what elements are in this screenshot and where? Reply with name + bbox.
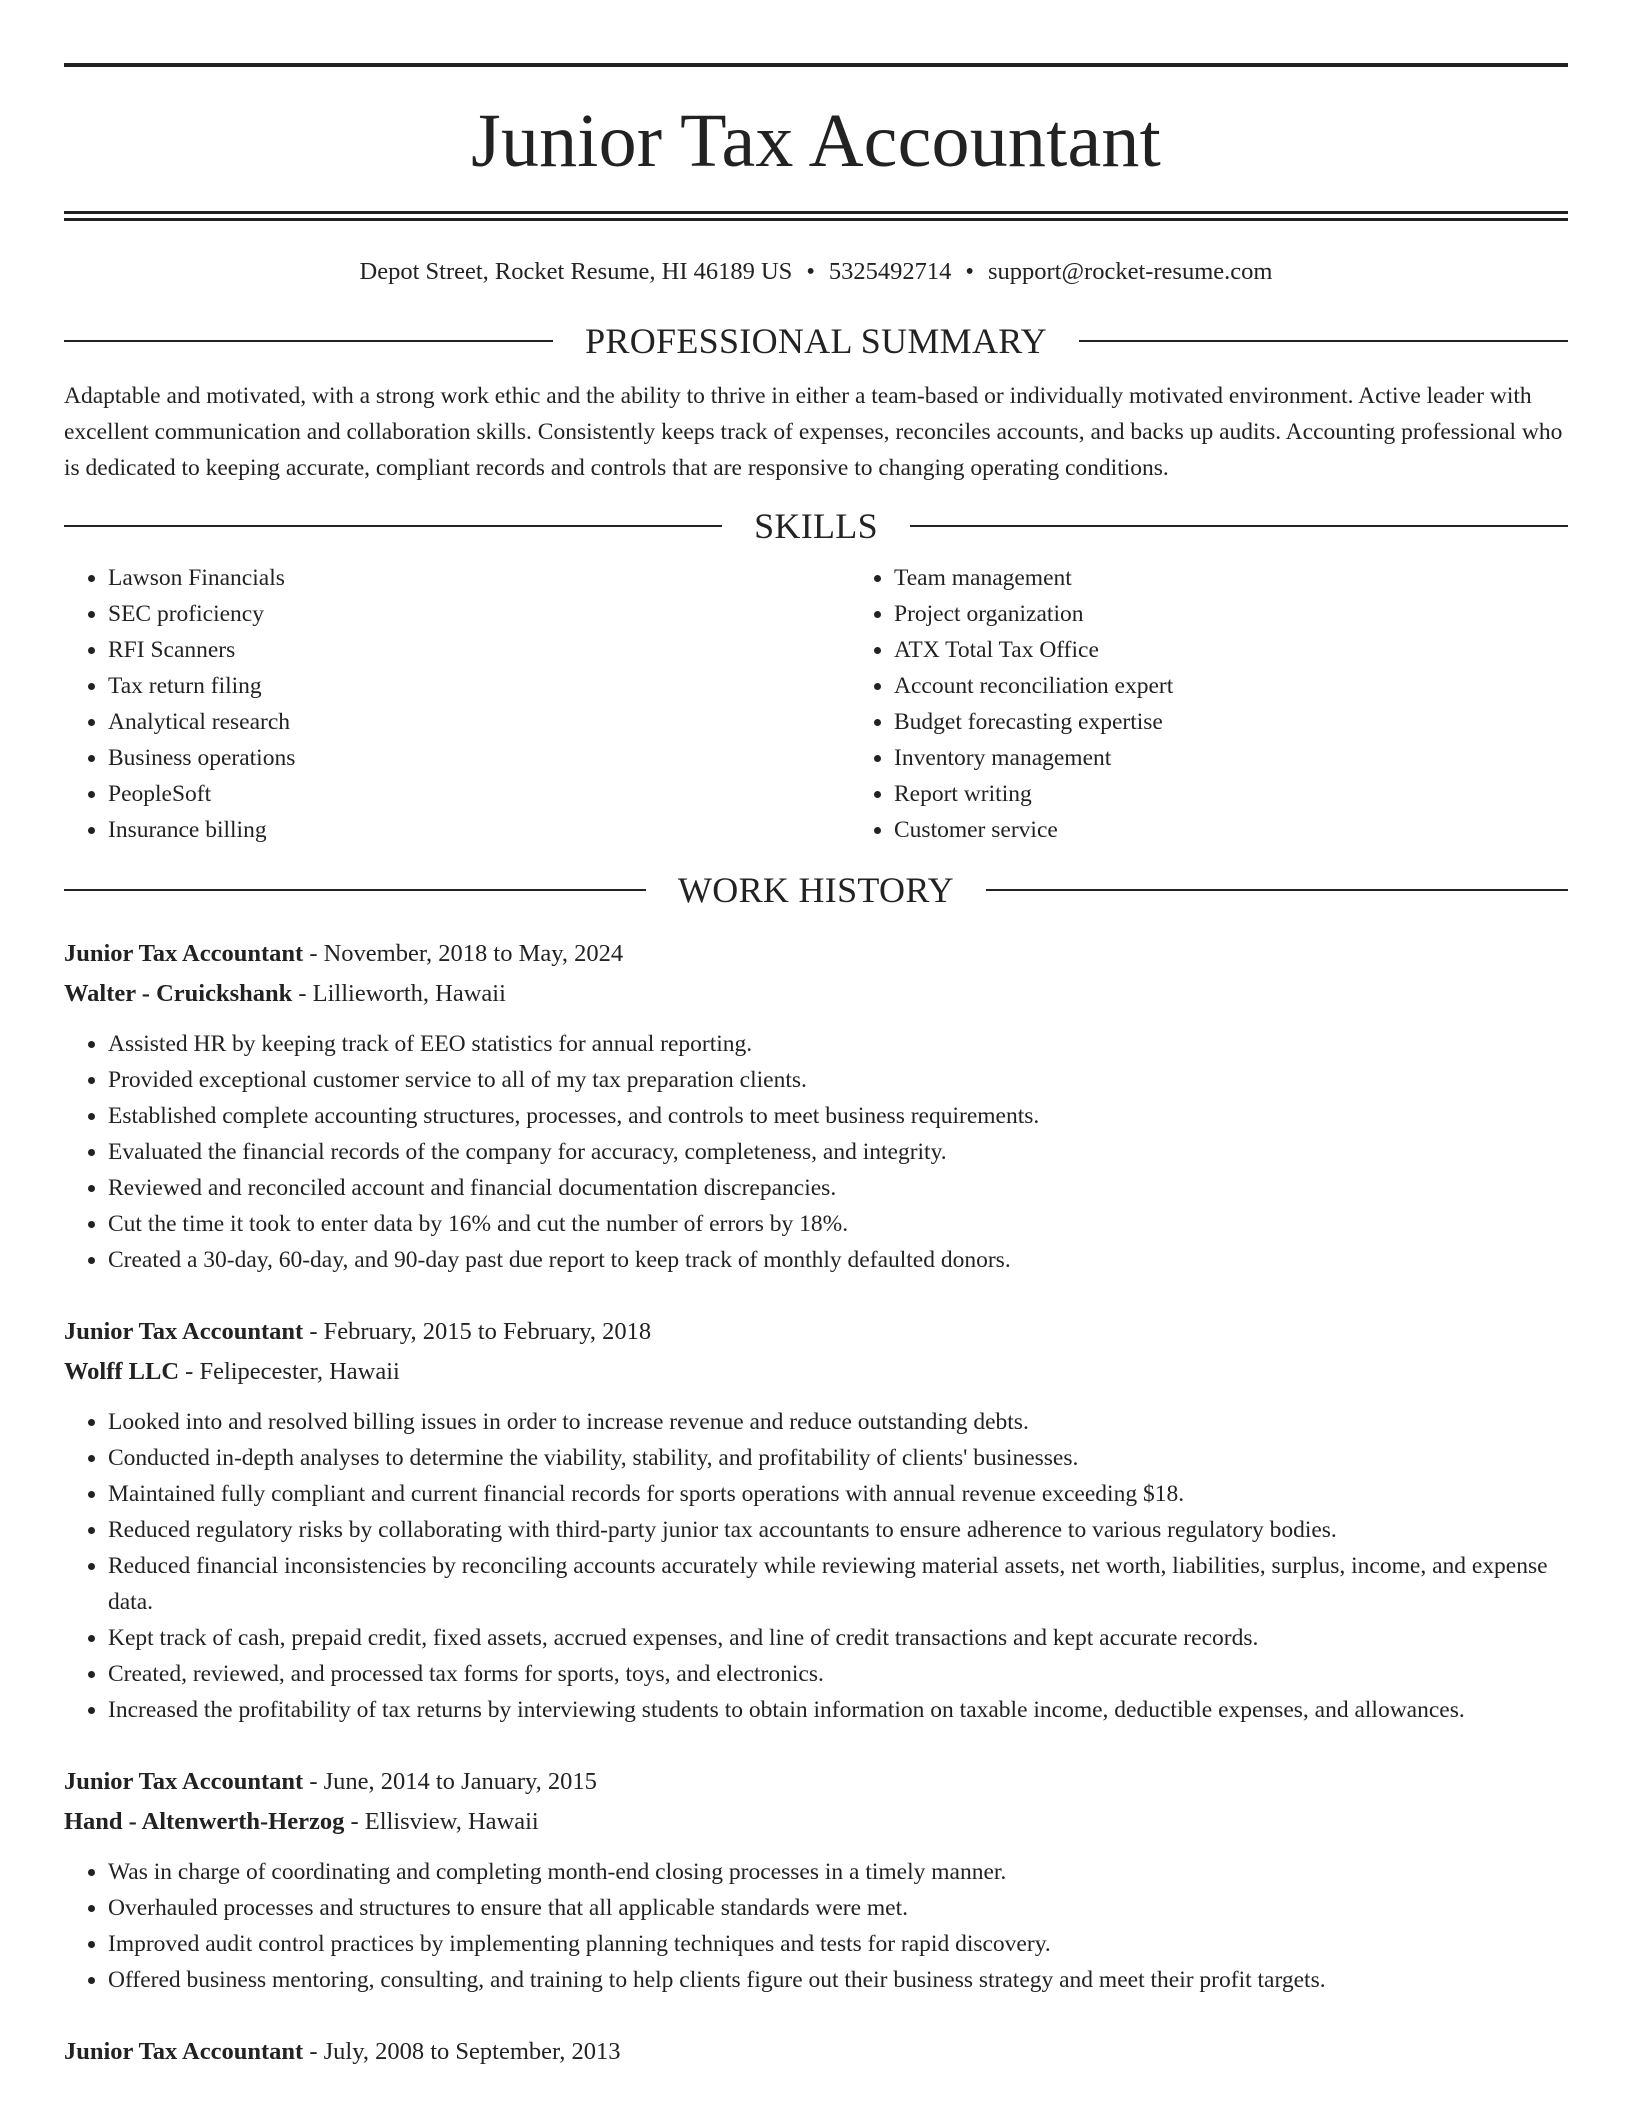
work-history-list: [64, 934, 1568, 2072]
job-title-line: [64, 934, 1568, 974]
job-title-line: [64, 1312, 1568, 1352]
job-bullet: • Overhauled processes and structures to ensure that all applicable standards were met.: [108, 1890, 1568, 1926]
summary-text: Adaptable and motivated, with a strong work ethic and the ability to thrive in either a team-based or individually motivated environment. Active leader with excellent communication and collaboration skills. Consistently keeps track of expenses, reconciles accounts, and backs up audits. Accounting professional who is dedicated to keeping accurate, compliant records and controls that are responsive to changing operating conditions.: [64, 383, 1563, 481]
job-company: Hand - Altenwerth-Herzog: [64, 1808, 345, 1835]
job-bullet: • Conducted in-depth analyses to determine the viability, stability, and profitability of clients' businesses.: [108, 1440, 1568, 1476]
summary-heading: [64, 321, 1568, 361]
job-bullet: • Kept track of cash, prepaid credit, fixed assets, accrued expenses, and line of credit transactions and kept accurate records.: [108, 1620, 1568, 1656]
contact-email: support@rocket-resume.com: [987, 258, 1273, 285]
job-title-line: [64, 2032, 1568, 2072]
job-bullet: • Increased the profitability of tax returns by interviewing students to obtain information on taxable income, deductible expenses, and allowances.: [108, 1692, 1568, 1728]
contact-separator: •: [806, 258, 815, 285]
job-bullets: [64, 1404, 1568, 1728]
job-bullets: [64, 1854, 1568, 1998]
skill-item: • Report writing: [894, 776, 1568, 812]
skill-item: • Lawson Financials: [108, 560, 850, 596]
job-title: Junior Tax Accountant: [64, 2038, 304, 2065]
job-bullet: • Created, reviewed, and processed tax forms for sports, toys, and electronics.: [108, 1656, 1568, 1692]
header-double-rule: [64, 211, 1568, 221]
job-bullet: • Provided exceptional customer service to all of my tax preparation clients.: [108, 1062, 1568, 1098]
skill-item: • Tax return filing: [108, 668, 850, 704]
job-bullet: • Reduced regulatory risks by collaborating with third-party junior tax accountants to ensure adherence to various regulatory bodies.: [108, 1512, 1568, 1548]
heading-rule-right: [986, 889, 1568, 891]
job-bullet: • Looked into and resolved billing issues in order to increase revenue and reduce outstanding debts.: [108, 1404, 1568, 1440]
job-bullet: • Maintained fully compliant and current financial records for sports operations with annual revenue exceeding $18.: [108, 1476, 1568, 1512]
heading-rule-right: [910, 525, 1568, 527]
contact-address: Depot Street, Rocket Resume, HI 46189 US: [359, 258, 793, 285]
skills-column-right: [850, 560, 1568, 848]
job-location: - Felipecester, Hawaii: [179, 1358, 400, 1385]
resume-page: [64, 0, 1568, 2072]
job-company: Walter - Cruickshank: [64, 980, 293, 1007]
skill-item: • Budget forecasting expertise: [894, 704, 1568, 740]
skill-item: • PeopleSoft: [108, 776, 850, 812]
skill-item: • SEC proficiency: [108, 596, 850, 632]
job-bullet: • Offered business mentoring, consulting, and training to help clients figure out their business strategy and meet their profit targets.: [108, 1962, 1568, 1998]
skill-item: • Insurance billing: [108, 812, 850, 848]
contact-line: [64, 257, 1568, 287]
skill-item: • Customer service: [894, 812, 1568, 848]
job-title: Junior Tax Accountant: [64, 1768, 304, 1795]
job-bullet: • Reduced financial inconsistencies by reconciling accounts accurately while reviewing material assets, net worth, liabilities, surplus, income, and expense data.: [108, 1548, 1568, 1620]
job-dates: - November, 2018 to May, 2024: [303, 940, 624, 967]
candidate-name: Junior Tax Accountant: [471, 99, 1161, 183]
skills-list: [64, 560, 1568, 848]
job-company-line: [64, 1352, 1568, 1392]
skill-item: • Account reconciliation expert: [894, 668, 1568, 704]
job-entry: [64, 1762, 1568, 1998]
job-bullet: • Reviewed and reconciled account and financial documentation discrepancies.: [108, 1170, 1568, 1206]
job-bullet: • Evaluated the financial records of the company for accuracy, completeness, and integrity.: [108, 1134, 1568, 1170]
summary-title: PROFESSIONAL SUMMARY: [585, 321, 1047, 361]
skill-item: • Project organization: [894, 596, 1568, 632]
job-dates: - February, 2015 to February, 2018: [303, 1318, 652, 1345]
job-company-line: [64, 1802, 1568, 1842]
job-bullet: • Improved audit control practices by implementing planning techniques and tests for rapid discovery.: [108, 1926, 1568, 1962]
contact-phone: 5325492714: [828, 258, 952, 285]
job-bullet: • Cut the time it took to enter data by 16% and cut the number of errors by 18%.: [108, 1206, 1568, 1242]
job-location: - Ellisview, Hawaii: [344, 1808, 539, 1835]
job-title: Junior Tax Accountant: [64, 940, 304, 967]
job-title-line: [64, 1762, 1568, 1802]
heading-rule-left: [64, 525, 722, 527]
job-dates: - June, 2014 to January, 2015: [303, 1768, 597, 1795]
work-title: WORK HISTORY: [678, 870, 954, 910]
skill-item: • Analytical research: [108, 704, 850, 740]
heading-rule-left: [64, 889, 646, 891]
job-bullet: • Established complete accounting structures, processes, and controls to meet business requirements.: [108, 1098, 1568, 1134]
work-heading: [64, 870, 1568, 910]
job-company: Wolff LLC: [64, 1358, 180, 1385]
job-title: Junior Tax Accountant: [64, 1318, 304, 1345]
skills-column-left: [64, 560, 850, 848]
job-entry: [64, 1312, 1568, 1728]
job-bullet: • Assisted HR by keeping track of EEO statistics for annual reporting.: [108, 1026, 1568, 1062]
header-top-rule: [64, 63, 1568, 67]
skill-item: • Business operations: [108, 740, 850, 776]
skill-item: • ATX Total Tax Office: [894, 632, 1568, 668]
skills-title: SKILLS: [754, 506, 878, 546]
job-bullet: • Created a 30-day, 60-day, and 90-day past due report to keep track of monthly defaulted donors.: [108, 1242, 1568, 1278]
job-dates: - July, 2008 to September, 2013: [303, 2038, 621, 2065]
heading-rule-right: [1079, 340, 1568, 342]
job-entry: [64, 934, 1568, 1278]
skill-item: • Team management: [894, 560, 1568, 596]
heading-rule-left: [64, 340, 553, 342]
job-company-line: [64, 974, 1568, 1014]
job-entry: [64, 2032, 1568, 2072]
job-bullet: • Was in charge of coordinating and completing month-end closing processes in a timely manner.: [108, 1854, 1568, 1890]
skills-heading: [64, 506, 1568, 546]
job-location: - Lillieworth, Hawaii: [292, 980, 506, 1007]
skill-item: • Inventory management: [894, 740, 1568, 776]
skill-item: • RFI Scanners: [108, 632, 850, 668]
job-bullets: [64, 1026, 1568, 1278]
contact-separator: •: [965, 258, 974, 285]
